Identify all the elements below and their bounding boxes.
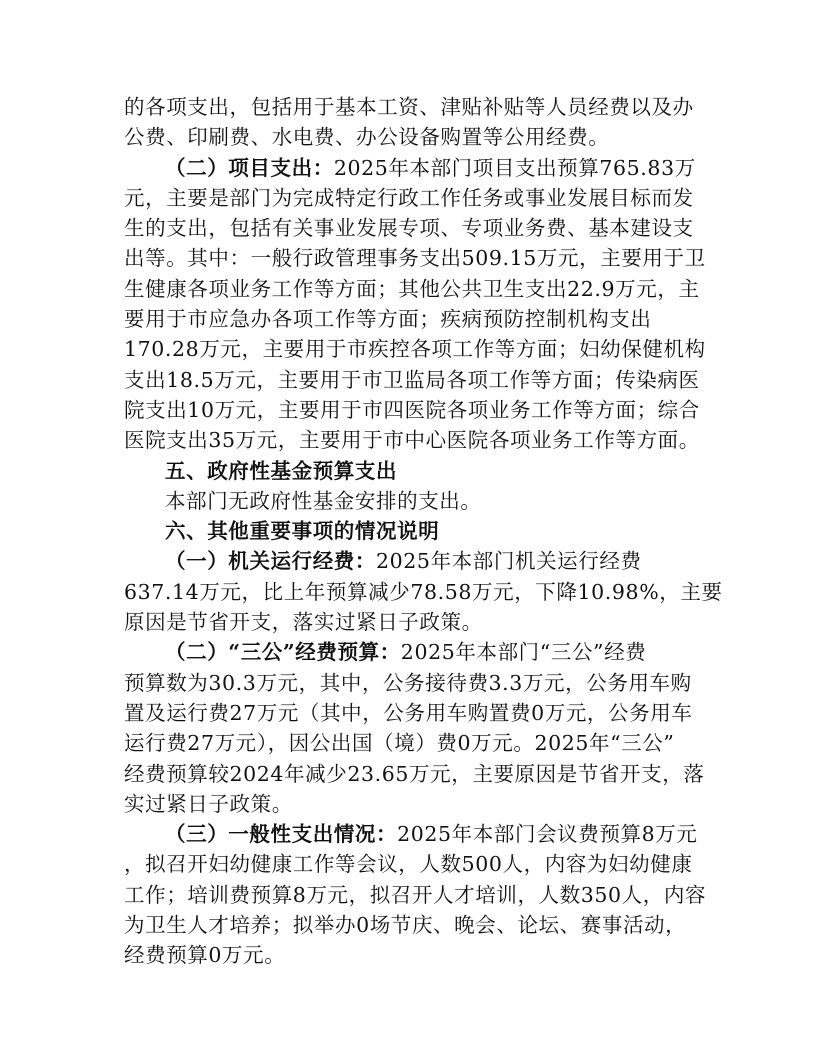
project-expense-paragraph [124,153,700,183]
general-expense-paragraph [124,819,700,849]
subsection-heading: （一）机关运行经费： [165,549,376,574]
text-span: 2025年本部门项目支出预算765.83万 [333,155,696,180]
text-line: 本部门无政府性基金安排的支出。 [165,488,482,513]
text-line: 出等。其中：一般行政管理事务支出509.15万元，主要用于卫 [124,246,706,271]
text-line: 医院支出35万元，主要用于市中心医院各项业务工作等方面。 [124,428,700,453]
text-line: 经费预算较2024年减少23.65万元，主要原因是节省开支，落 [124,761,705,786]
text-line: 院支出10万元，主要用于市四医院各项业务工作等方面；综合 [124,397,700,422]
section-heading-6: 六、其他重要事项的情况说明 [165,519,440,544]
subsection-heading: （二）“三公”经费预算： [165,640,401,665]
operating-expense-paragraph [124,546,700,576]
text-line: 工作；培训费预算8万元，拟召开人才培训，人数350人，内容 [124,882,707,907]
text-line: 支出18.5万元，主要用于市卫监局各项工作等方面；传染病医 [124,367,700,392]
text-span: 2025年本部门“三公”经费 [400,640,647,665]
text-line: 生健康各项业务工作等方面；其他公共卫生支出22.9万元，主 [124,276,700,301]
text-line: 元，主要是部门为完成特定行政工作任务或事业发展目标而发 [124,185,694,210]
text-line: 为卫生人才培养；拟举办0场节庆、晚会、论坛、赛事活动， [124,913,687,938]
three-public-expense-paragraph [124,637,700,667]
text-line: 运行费27万元），因公出国（境）费0万元。2025年“三公” [124,731,675,756]
text-line: 637.14万元，比上年预算减少78.58万元，下降10.98%，主要 [124,579,723,604]
subsection-heading: （二）项目支出： [165,155,334,180]
text-line: 经费预算0万元。 [124,943,286,968]
section-heading-5: 五、政府性基金预算支出 [165,458,398,483]
text-line: 实过紧日子政策。 [124,791,293,816]
text-line: 原因是节省开支，落实过紧日子政策。 [124,610,483,635]
text-line: 置及运行费27万元（其中，公务用车购置费0万元，公务用车 [124,700,693,725]
text-line: 生的支出，包括有关事业发展专项、专项业务费、基本建设支 [124,216,694,241]
text-line: 的各项支出，包括用于基本工资、津贴补贴等人员经费以及办 [124,95,694,119]
text-line: ，拟召开妇幼健康工作等会议，人数500人，内容为妇幼健康 [124,852,693,877]
text-span: 2025年本部门机关运行经费 [376,549,642,574]
document-page [124,92,723,971]
text-span: 2025年本部门会议费预算8万元 [397,822,698,847]
text-line: 预算数为30.3万元，其中，公务接待费3.3万元，公务用车购 [124,670,692,695]
subsection-heading: （三）一般性支出情况： [165,822,398,847]
text-line: 170.28万元，主要用于市疾控各项工作等方面；妇幼保健机构 [124,337,706,362]
text-line: 公费、印刷费、水电费、办公设备购置等公用经费。 [124,125,610,150]
text-line: 要用于市应急办各项工作等方面；疾病预防控制机构支出 [124,307,652,332]
